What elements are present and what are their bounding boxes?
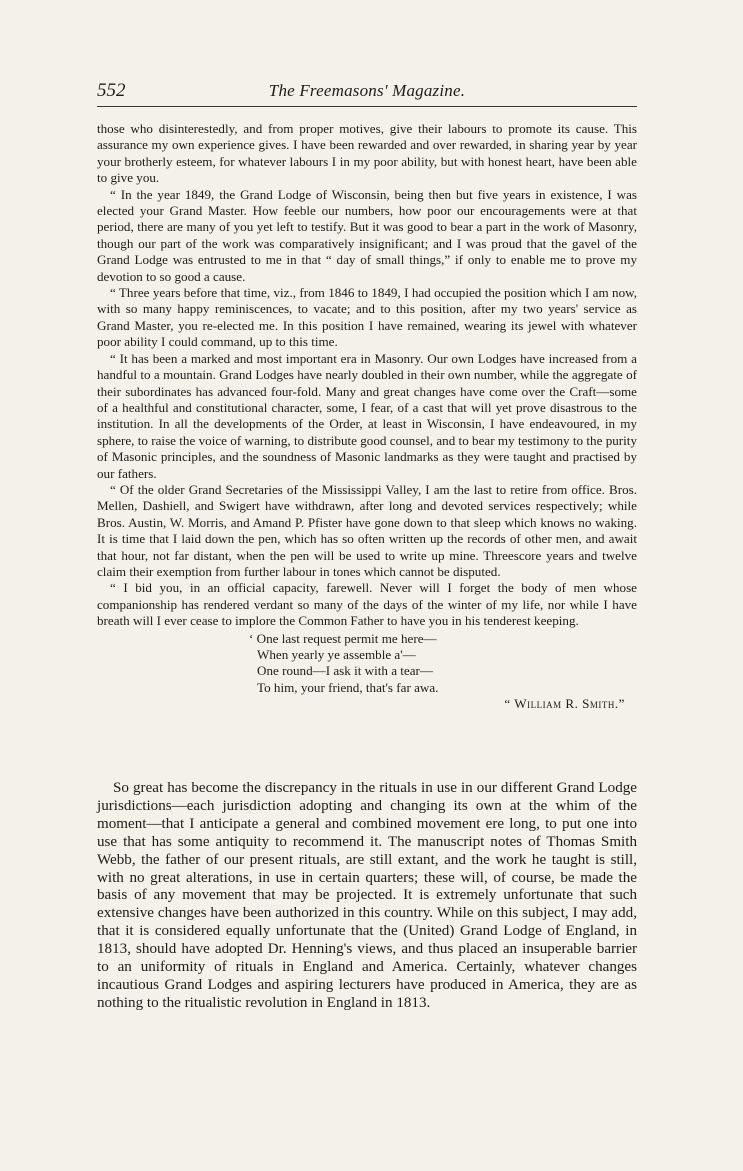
letter-paragraph: “ I bid you, in an official capacity, farewell. Never will I forget the body of men whose companionship has rendered verdant so many of the days of the winter of my life, nor while I have breath will I ever cease to implore the Common Father to have you in his tenderest keeping. xyxy=(97,580,637,629)
quoted-letter xyxy=(97,121,637,713)
editorial-text xyxy=(97,780,637,1013)
poem-line: ‘ One last request permit me here— xyxy=(249,630,437,646)
signature: “ William R. Smith.” xyxy=(504,696,625,712)
poem-quote xyxy=(249,631,637,697)
running-title: The Freemasons' Magazine. xyxy=(268,81,466,100)
page-number: 552 xyxy=(97,80,126,101)
letter-paragraph: those who disinterestedly, and from proper motives, give their labours to promote its cause. This assurance my own experience gives. I have been rewarded and over rewarded, in sharing year by year your brotherly esteem, for whatever labours I in my poor ability, but with honest heart, have been able to give you. xyxy=(97,121,637,186)
poem-line: To him, your friend, that's far awa. xyxy=(257,679,439,695)
poem-line: One round—I ask it with a tear— xyxy=(257,663,433,679)
letter-paragraph: “ Three years before that time, viz., from 1846 to 1849, I had occupied the position which I am now, with so many happy reminiscences, to vacate; and to this position, after my two years' service as Grand Master, you re-elected me. In this position I have remained, wearing its jewel with whatever poor ability I could command, up to this time. xyxy=(97,285,637,350)
letter-paragraph: “ Of the older Grand Secretaries of the Mississippi Valley, I am the last to retire from office. Bros. Mellen, Dashiell, and Swigert have withdrawn, after long and devoted services respectively; while Bros. Austin, W. Morris, and Amand P. Pfister have gone down to that sleep which knows no waking. It is time that I laid down the pen, which has so often written up the records of other men, and await that hour, not far distant, when the pen will be used to write up mine. Threescore years and twelve claim their exemption from further labour in tones which cannot be disputed. xyxy=(97,481,637,579)
letter-paragraph: “ In the year 1849, the Grand Lodge of Wisconsin, being then but five years in existence, I was elected your Grand Master. How feeble our numbers, how poor our encouragements were at that period, there are many of you yet left to testify. But it was good to bear a part in the work of Masonry, though our part of the work was comparatively insignificant; and I was proud that the gavel of the Grand Lodge was entrusted to me in that “ day of small things,” if only to enable me to prove my devotion to so good a cause. xyxy=(97,186,637,284)
running-header xyxy=(97,80,637,107)
poem-line: When yearly ye assemble a'— xyxy=(257,647,416,662)
editorial-paragraph: So great has become the discrepancy in the rituals in use in our different Grand Lodge jurisdictions—each jurisdiction adopting and changing its own at the whim of the moment—that I anticipate a general and combined movement ere long, to put one into use that has some antiquity to recommend it. The manuscript notes of Thomas Smith Webb, the father of our present rituals, are still extant, and the work he taught is still, with no great alterations, in use in certain quarters; these will, of course, be made the basis of any movement that may be projected. It is extremely unfortunate that such extensive changes have been authorized in this country. While on this subject, I may add, that it is considered equally unfortunate that the (United) Grand Lodge of England, in 1813, should have adopted Dr. Henning's views, and thus placed an insuperable barrier to an uniformity of rituals in England and America. Certainly, whatever changes incautious Grand Lodges and aspiring lecturers have produced in America, they are as nothing to the ritualistic revolution in England in 1813. xyxy=(97,780,637,1011)
letter-paragraph: “ It has been a marked and most important era in Masonry. Our own Lodges have increased from a handful to a mountain. Grand Lodges have nearly doubled in their own number, while the aggregate of their subordinates has advanced four-fold. Many and great changes have come over the Craft—some of a healthful and constitutional character, some, I fear, of a cast that will yet prove disastrous to the institution. In all the developments of the Order, at least in Wisconsin, I have endeavoured, in my sphere, to raise the voice of warning, to distribute good counsel, and to bear my testimony to the purity of Masonic principles, and the soundness of Masonic landmarks as they were taught and practised by our fathers. xyxy=(97,350,637,481)
